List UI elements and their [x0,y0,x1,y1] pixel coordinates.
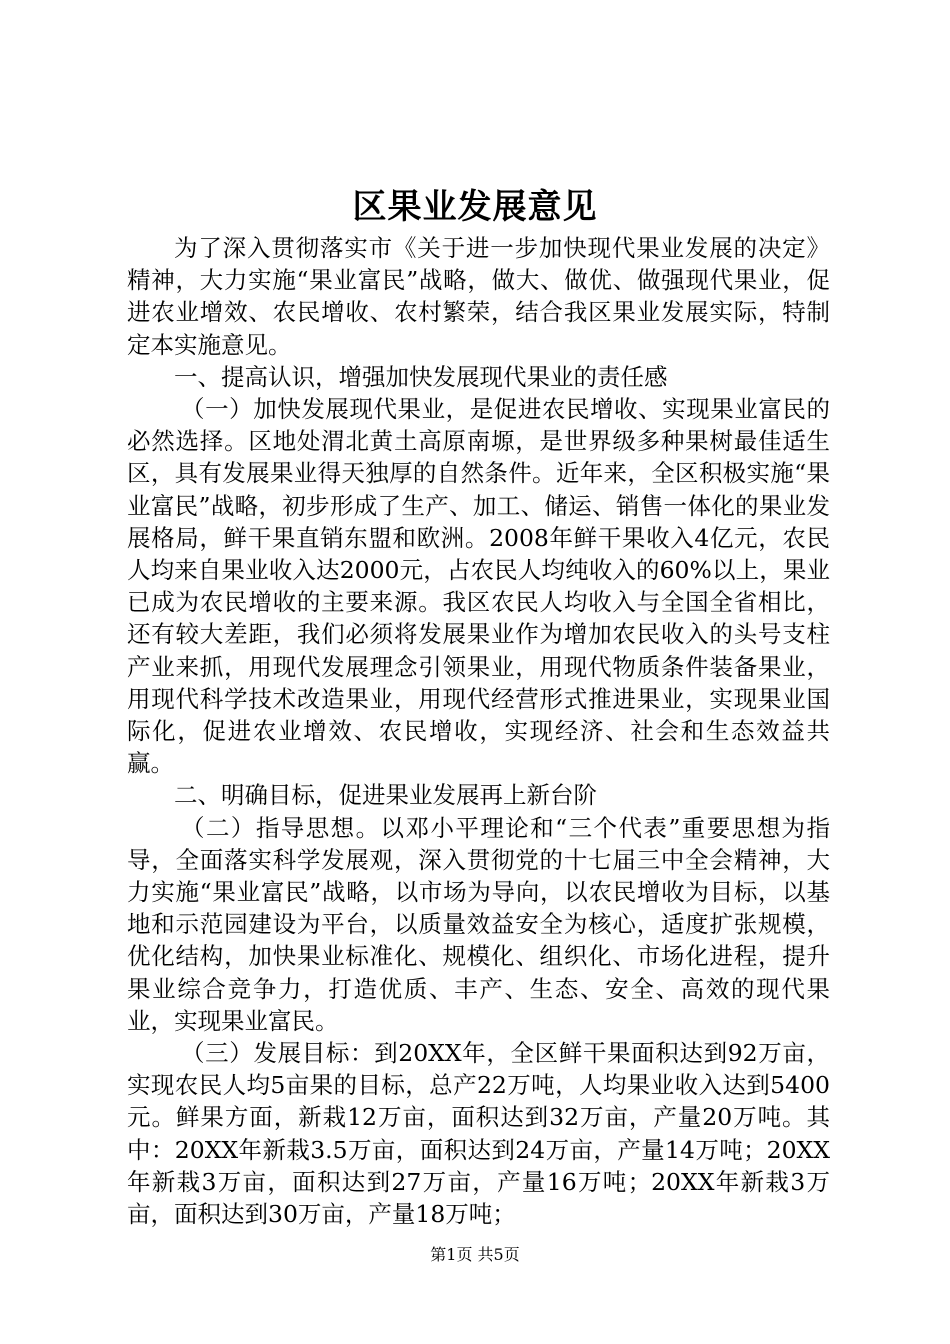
paragraph-item-1: （一）加快发展现代果业，是促进农民增收、实现果业富民的必然选择。区地处渭北黄土高原南塬，是世界级多种果树最佳适生区，具有发展果业得天独厚的自然条件。近年来，全区积极实施“果业富民”战略，初步形成了生产、加工、储运、销售一体化的果业发展格局，鲜干果直销东盟和欧洲。2008年鲜干果收入4亿元，农民人均来自果业收入达2000元，占农民人均纯收入的60%以上，果业已成为农民增收的主要来源。我区农民人均收入与全国全省相比，还有较大差距，我们必须将发展果业作为增加农民收入的头号支柱产业来抓，用现代发展理念引领果业，用现代物质条件装备果业，用现代科学技术改造果业，用现代经营形式推进果业，实现果业国际化，促进农业增效、农民增收，实现经济、社会和生态效益共赢。 [127,395,830,778]
section-heading-1: 一、提高认识，增强加快发展现代果业的责任感 [174,362,668,391]
paragraph-item-3: （三）发展目标：到20XX年，全区鲜干果面积达到92万亩，实现农民人均5亩果的目标，总产22万吨，人均果业收入达到5400元。鲜果方面，新栽12万亩，面积达到32万亩，产量20万吨。其中：20XX年新栽3.5万亩，面积达到24万亩，产量14万吨；20XX年新栽3万亩，面积达到27万亩，产量16万吨；20XX年新栽3万亩，面积达到30万亩，产量18万吨； [127,1039,830,1229]
paragraph-item-2: （二）指导思想。以邓小平理论和“三个代表”重要思想为指导，全面落实科学发展观，深入贯彻党的十七届三中全会精神，大力实施“果业富民”战略，以市场为导向，以农民增收为目标，以基地和示范园建设为平台，以质量效益安全为核心，适度扩张规模，优化结构，加快果业标准化、规模化、组织化、市场化进程，提升果业综合竞争力，打造优质、丰产、生态、安全、高效的现代果业，实现果业富民。 [127,813,830,1035]
document-body [127,232,830,1230]
intro-paragraph: 为了深入贯彻落实市《关于进一步加快现代果业发展的决定》精神，大力实施“果业富民”战略，做大、做优、做强现代果业，促进农业增效、农民增收、农村繁荣，结合我区果业发展实际，特制定本实施意见。 [127,234,830,359]
page-footer: 第1页 共5页 [430,1245,520,1264]
document-title: 区果业发展意见 [352,187,598,227]
section-heading-2: 二、明确目标，促进果业发展再上新台阶 [174,781,597,810]
